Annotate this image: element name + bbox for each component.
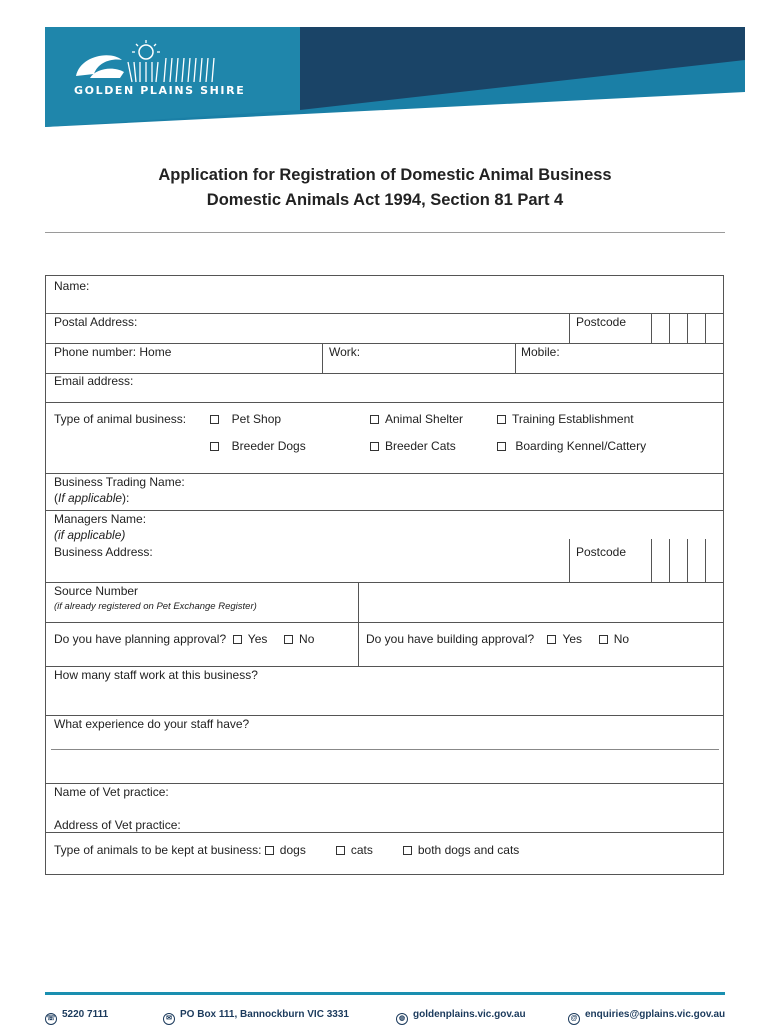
trading-name-note: (If applicable): <box>54 491 130 505</box>
name-label: Name: <box>54 279 90 293</box>
postcode-label: Postcode <box>576 315 627 329</box>
animals-kept-label: Type of animals to be kept at business: dogs cats both dogs and cats <box>54 843 520 857</box>
staff-experience-label: What experience do your staff have? <box>54 717 250 731</box>
email-label: Email address: <box>54 374 134 388</box>
business-address-label: Business Address: <box>54 545 153 559</box>
option-breeder-dogs[interactable]: Breeder Dogs <box>210 439 306 453</box>
source-number-note: (if already registered on Pet Exchange Register) <box>54 601 257 612</box>
checkbox-icon[interactable] <box>370 442 379 451</box>
application-form <box>45 275 724 875</box>
option-animal-shelter[interactable]: Animal Shelter <box>370 412 463 426</box>
at-icon: @ <box>568 1013 580 1025</box>
form-subtitle: Domestic Animals Act 1994, Section 81 Part 4 <box>206 191 564 209</box>
option-training-establishment[interactable]: Training Establishment <box>497 412 634 426</box>
footer-email[interactable]: @ enquiries@gplains.vic.gov.au <box>568 1009 725 1025</box>
footer-divider <box>45 992 725 995</box>
option-breeder-cats[interactable]: Breeder Cats <box>370 439 456 453</box>
footer-address: ✉ PO Box 111, Bannockburn VIC 3331 <box>163 1009 349 1025</box>
checkbox-icon[interactable] <box>284 635 293 644</box>
vet-address-label: Address of Vet practice: <box>54 818 181 832</box>
mail-icon: ✉ <box>163 1013 175 1025</box>
vet-name-label: Name of Vet practice: <box>54 785 169 799</box>
footer-website[interactable]: ◍ goldenplains.vic.gov.au <box>396 1009 526 1025</box>
business-type-label: Type of animal business: <box>54 412 187 426</box>
checkbox-icon[interactable] <box>265 846 274 855</box>
work-phone-label: Work: <box>329 345 361 359</box>
checkbox-icon[interactable] <box>210 415 219 424</box>
checkbox-icon[interactable] <box>233 635 242 644</box>
mobile-label: Mobile: <box>521 345 560 359</box>
phone-icon: ☏ <box>45 1013 57 1025</box>
checkbox-icon[interactable] <box>599 635 608 644</box>
postal-address-label: Postal Address: <box>54 315 138 329</box>
business-postcode-label: Postcode <box>576 545 627 559</box>
source-number-label: Source Number <box>54 584 139 598</box>
planning-approval-label: Do you have planning approval? Yes No <box>54 632 315 646</box>
managers-name-note: (if applicable) <box>54 528 126 542</box>
option-boarding-kennel[interactable]: Boarding Kennel/Cattery <box>497 439 646 453</box>
checkbox-icon[interactable] <box>497 442 506 451</box>
footer-phone: ☏ 5220 7111 <box>45 1009 108 1025</box>
building-approval-label: Do you have building approval? Yes No <box>366 632 630 646</box>
trading-name-label: Business Trading Name: <box>54 475 185 489</box>
checkbox-icon[interactable] <box>336 846 345 855</box>
staff-count-label: How many staff work at this business? <box>54 668 258 682</box>
checkbox-icon[interactable] <box>370 415 379 424</box>
form-title: Application for Registration of Domestic Animal Business <box>158 166 612 184</box>
checkbox-icon[interactable] <box>497 415 506 424</box>
phone-home-label: Phone number: Home <box>54 345 172 359</box>
checkbox-icon[interactable] <box>210 442 219 451</box>
managers-name-label: Managers Name: <box>54 512 147 526</box>
title-divider <box>45 232 725 233</box>
checkbox-icon[interactable] <box>547 635 556 644</box>
checkbox-icon[interactable] <box>403 846 412 855</box>
logo-wordmark: GOLDEN PLAINS SHIRE <box>74 84 246 97</box>
globe-icon: ◍ <box>396 1013 408 1025</box>
option-pet-shop[interactable]: Pet Shop <box>210 412 281 426</box>
